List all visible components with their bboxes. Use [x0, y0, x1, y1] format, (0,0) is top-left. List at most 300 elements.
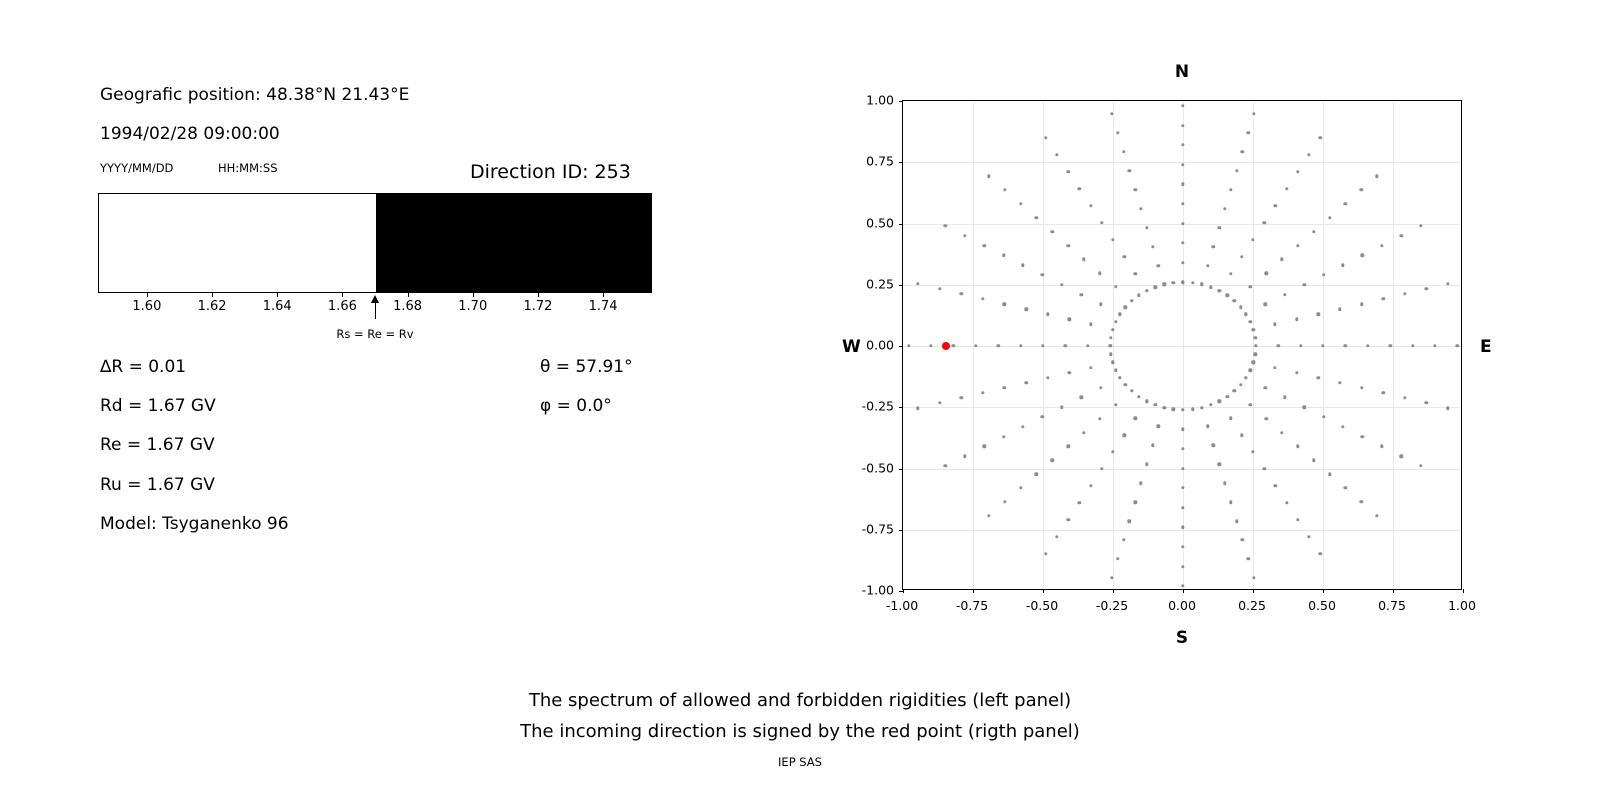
direction-point [1181, 408, 1184, 411]
direction-point [1296, 518, 1299, 521]
direction-point [1209, 403, 1212, 406]
direction-point [963, 455, 966, 458]
direction-point [1249, 285, 1252, 288]
direction-point [929, 344, 932, 347]
direction-point [1381, 297, 1384, 300]
direction-point [1303, 406, 1306, 409]
direction-point [1137, 294, 1140, 297]
direction-point [1239, 306, 1242, 309]
direction-point [1153, 403, 1156, 406]
y-axis-tick-label: -0.50 [861, 460, 894, 475]
direction-point [1361, 254, 1364, 257]
y-axis-tick-label: 1.00 [866, 92, 894, 108]
x-axis-tick [973, 589, 974, 593]
direction-point [1318, 136, 1321, 139]
direction-point [1366, 344, 1369, 347]
direction-point [944, 224, 947, 227]
direction-point [1130, 299, 1133, 302]
delta-r-value: ∆R = 0.01 [100, 357, 187, 377]
direction-point [1296, 244, 1299, 247]
direction-point [938, 287, 941, 290]
direction-point [1249, 320, 1252, 323]
direction-point [1380, 445, 1383, 448]
rs-arrow-stem [375, 301, 376, 319]
direction-point [916, 406, 919, 409]
y-axis-tick [899, 591, 903, 592]
spectrum-x-tick-label: 1.70 [458, 299, 488, 314]
compass-west-label: W [842, 337, 861, 357]
direction-point [1226, 294, 1229, 297]
direction-point [1108, 344, 1111, 347]
direction-point [1002, 254, 1005, 257]
gridline [903, 346, 1461, 347]
compass-north-label: N [1174, 62, 1190, 82]
direction-point [1137, 395, 1140, 398]
direction-point [1068, 371, 1071, 374]
direction-point [1044, 552, 1047, 555]
x-axis-tick [903, 589, 904, 593]
direction-point [1206, 264, 1209, 267]
spectrum-x-tick-label: 1.68 [393, 299, 423, 314]
direction-point [1299, 344, 1302, 347]
direction-point [1328, 216, 1331, 219]
direction-point [1200, 406, 1203, 409]
direction-point [1079, 396, 1082, 399]
direction-point [974, 344, 977, 347]
direction-point [1321, 344, 1324, 347]
direction-point [1099, 386, 1102, 389]
direction-point [1381, 391, 1384, 394]
y-axis-tick [899, 530, 903, 531]
direction-point [1361, 435, 1364, 438]
x-axis-tick-label: 0.75 [1378, 598, 1406, 613]
direction-point [1098, 417, 1101, 420]
geographic-position-text: Geografic position: 48.38°N 21.43°E [100, 85, 410, 105]
direction-point [1066, 244, 1069, 247]
direction-point [1411, 344, 1414, 347]
direction-point [1114, 369, 1117, 372]
direction-point [1086, 344, 1089, 347]
direction-point [1247, 131, 1250, 134]
direction-point [1134, 272, 1137, 275]
direction-point [1181, 281, 1184, 284]
direction-point [1285, 187, 1288, 190]
direction-point [1041, 344, 1044, 347]
direction-point [1252, 328, 1255, 331]
direction-point [1280, 431, 1283, 434]
direction-point [1375, 175, 1378, 178]
direction-point [1400, 455, 1403, 458]
direction-point [1344, 202, 1347, 205]
direction-point [1019, 344, 1022, 347]
direction-point [1212, 444, 1215, 447]
direction-point [1273, 323, 1276, 326]
direction-point [1003, 386, 1006, 389]
x-axis-tick-label: 0.00 [1168, 598, 1196, 613]
direction-point [1003, 500, 1006, 503]
direction-point [1066, 518, 1069, 521]
direction-point [1274, 484, 1277, 487]
direction-point [1344, 344, 1347, 347]
direction-point [907, 344, 910, 347]
direction-point [1264, 303, 1267, 306]
y-axis-tick-label: -1.00 [861, 582, 894, 598]
direction-point [1223, 207, 1226, 210]
direction-point [1133, 500, 1136, 503]
direction-point [1100, 467, 1103, 470]
direction-point [952, 344, 955, 347]
y-axis-tick [899, 407, 903, 408]
y-axis-tick-label: 0.00 [866, 337, 894, 353]
direction-point [1145, 399, 1148, 402]
direction-point [1229, 416, 1232, 419]
direction-point [1122, 150, 1125, 153]
direction-point [1456, 344, 1459, 347]
direction-point [1124, 383, 1127, 386]
direction-point [1044, 136, 1047, 139]
direction-point [1082, 258, 1085, 261]
y-axis-tick [899, 162, 903, 163]
direction-point [1089, 366, 1092, 369]
direction-point [960, 292, 963, 295]
x-axis-tick [1043, 589, 1044, 593]
direction-point [987, 514, 990, 517]
direction-point [1252, 361, 1255, 364]
direction-point [1060, 406, 1063, 409]
direction-point [1181, 124, 1184, 127]
datetime-text: 1994/02/28 09:00:00 [100, 124, 280, 144]
y-axis-tick [899, 346, 903, 347]
direction-point [1139, 482, 1142, 485]
compass-east-label: E [1480, 337, 1492, 357]
direction-point [960, 396, 963, 399]
direction-point [1145, 289, 1148, 292]
direction-point [1079, 293, 1082, 296]
direction-point [1098, 272, 1101, 275]
direction-point [1303, 283, 1306, 286]
direction-point [1318, 552, 1321, 555]
direction-point [1229, 188, 1232, 191]
direction-point [1419, 224, 1422, 227]
direction-point [1280, 258, 1283, 261]
rd-value: Rd = 1.67 GV [100, 396, 216, 416]
direction-point [1425, 287, 1428, 290]
gridline [903, 530, 1461, 531]
direction-point [1218, 399, 1221, 402]
y-axis-tick-label: 0.50 [866, 215, 894, 230]
direction-point [1181, 447, 1184, 450]
direction-point [1122, 255, 1125, 258]
x-axis-tick-label: 0.25 [1238, 598, 1266, 613]
direction-point [1024, 308, 1027, 311]
direction-point [1253, 353, 1256, 356]
spectrum-x-tick-label: 1.74 [588, 299, 618, 314]
direction-point [1240, 255, 1243, 258]
direction-point [1124, 306, 1127, 309]
direction-point [1181, 202, 1184, 205]
direction-point [1375, 514, 1378, 517]
direction-point [1133, 188, 1136, 191]
direction-point [1068, 318, 1071, 321]
direction-point [1433, 344, 1436, 347]
direction-point [1312, 459, 1315, 462]
compass-south-label: S [1175, 628, 1189, 648]
ru-value: Ru = 1.67 GV [100, 475, 215, 495]
direction-point [1145, 463, 1148, 466]
direction-point [1181, 222, 1184, 225]
rs-marker-label: Rs = Re = Rv [336, 327, 414, 341]
x-axis-tick [1323, 589, 1324, 593]
spectrum-x-tick-label: 1.60 [132, 299, 162, 314]
direction-point [1181, 467, 1184, 470]
direction-point [1078, 501, 1081, 504]
direction-point [1151, 245, 1154, 248]
direction-point [1089, 484, 1092, 487]
direction-point [1046, 376, 1049, 379]
direction-point [1322, 415, 1325, 418]
direction-point [1403, 396, 1406, 399]
direction-point [1317, 313, 1320, 316]
direction-point [1021, 263, 1024, 266]
direction-point [1344, 486, 1347, 489]
direction-point [1078, 187, 1081, 190]
spectrum-x-tick-label: 1.72 [523, 299, 553, 314]
direction-point [1262, 467, 1265, 470]
direction-point [1252, 576, 1255, 579]
direction-point [1157, 425, 1160, 428]
direction-point [1024, 381, 1027, 384]
direction-point [1322, 273, 1325, 276]
direction-point [1111, 238, 1114, 241]
model-value: Model: Tsyganenko 96 [100, 514, 289, 534]
direction-point [1122, 433, 1125, 436]
direction-point [1295, 371, 1298, 374]
direction-point [987, 175, 990, 178]
theta-value: θ = 57.91° [540, 357, 633, 377]
direction-point [1341, 263, 1344, 266]
x-axis-tick-label: -1.00 [885, 598, 919, 613]
direction-point [1360, 386, 1363, 389]
y-axis-tick-label: -0.75 [861, 521, 894, 537]
direction-point [1111, 450, 1114, 453]
re-value: Re = 1.67 GV [100, 435, 215, 455]
direction-point [1229, 500, 1232, 503]
direction-point [1181, 545, 1184, 548]
direction-point [1109, 353, 1112, 356]
direction-point [1312, 230, 1315, 233]
caption-line-1: The spectrum of allowed and forbidden rigidities (left panel) [528, 690, 1072, 711]
direction-point [1181, 261, 1184, 264]
sky-map-plot-area [902, 100, 1462, 590]
x-axis-tick-label: -0.25 [1095, 598, 1129, 613]
direction-point [1181, 506, 1184, 509]
spectrum-x-tick-label: 1.64 [262, 299, 292, 314]
y-axis-tick [899, 224, 903, 225]
allowed-rigidity-band [99, 194, 376, 292]
time-format-hint: HH:MM:SS [218, 161, 278, 175]
direction-point [1276, 344, 1279, 347]
credit-text: IEP SAS [778, 755, 822, 769]
direction-point [1295, 318, 1298, 321]
direction-point [1274, 204, 1277, 207]
direction-point [1066, 445, 1069, 448]
direction-point [1223, 482, 1226, 485]
x-axis-tick-label: 1.00 [1448, 598, 1476, 613]
gridline [1113, 101, 1114, 589]
direction-point [1341, 425, 1344, 428]
direction-point [1253, 336, 1256, 339]
direction-point [1046, 313, 1049, 316]
direction-point [1019, 202, 1022, 205]
y-axis-tick [899, 285, 903, 286]
direction-point [1116, 557, 1119, 560]
direction-point [1328, 472, 1331, 475]
direction-point [1446, 406, 1449, 409]
direction-point [1181, 104, 1184, 107]
direction-point [1151, 444, 1154, 447]
direction-point [1181, 143, 1184, 146]
caption-line-2: The incoming direction is signed by the red point (rigth panel) [520, 721, 1080, 742]
direction-point [1035, 472, 1038, 475]
direction-point [1218, 226, 1221, 229]
direction-point [1157, 264, 1160, 267]
direction-point [944, 464, 947, 467]
direction-point [1130, 389, 1133, 392]
y-axis-tick [899, 469, 903, 470]
caption [0, 685, 1600, 747]
direction-point [1116, 131, 1119, 134]
spectrum-x-tick-label: 1.62 [197, 299, 227, 314]
direction-point [1307, 153, 1310, 156]
x-axis-tick-label: -0.50 [1025, 598, 1059, 613]
x-axis-tick-label: -0.75 [955, 598, 989, 613]
direction-point [1338, 381, 1341, 384]
direction-point [1162, 406, 1165, 409]
direction-point [1181, 183, 1184, 186]
direction-point [1403, 292, 1406, 295]
direction-point [1114, 285, 1117, 288]
direction-point [1118, 312, 1121, 315]
direction-point [1172, 407, 1175, 410]
direction-point [1139, 207, 1142, 210]
x-axis-tick [1253, 589, 1254, 593]
direction-point [1235, 169, 1238, 172]
date-format-hint: YYYY/MM/DD [100, 161, 174, 175]
y-axis-tick-label: 0.75 [866, 153, 894, 169]
direction-point [1359, 500, 1362, 503]
direction-point [1360, 302, 1363, 305]
direction-point [1181, 486, 1184, 489]
direction-point [1235, 519, 1238, 522]
direction-point [1226, 395, 1229, 398]
direction-point [1109, 336, 1112, 339]
direction-point [1425, 401, 1428, 404]
direction-point [1251, 450, 1254, 453]
direction-point [1153, 285, 1156, 288]
direction-point [1218, 463, 1221, 466]
direction-point [1122, 538, 1125, 541]
direction-point [1264, 386, 1267, 389]
direction-point [938, 401, 941, 404]
direction-point [996, 344, 999, 347]
direction-point [1249, 403, 1252, 406]
direction-point [1181, 526, 1184, 529]
direction-point [1181, 428, 1184, 431]
direction-point [1051, 459, 1054, 462]
forbidden-rigidity-band [376, 194, 652, 292]
direction-point [1134, 416, 1137, 419]
direction-point [1273, 366, 1276, 369]
direction-point [1296, 445, 1299, 448]
direction-point [1114, 320, 1117, 323]
direction-point [1317, 376, 1320, 379]
direction-point [1209, 285, 1212, 288]
direction-point [1249, 369, 1252, 372]
direction-point [1066, 170, 1069, 173]
direction-point [1244, 376, 1247, 379]
direction-point [1082, 431, 1085, 434]
direction-point [1359, 188, 1362, 191]
direction-point [1019, 486, 1022, 489]
direction-point [1285, 501, 1288, 504]
direction-point [1181, 241, 1184, 244]
direction-point [1003, 302, 1006, 305]
direction-point [982, 445, 985, 448]
gridline [1183, 101, 1184, 589]
rigidity-spectrum-bar [98, 193, 652, 293]
direction-point [1283, 396, 1286, 399]
direction-point [1239, 383, 1242, 386]
direction-point [1400, 234, 1403, 237]
direction-point [1296, 170, 1299, 173]
x-axis-tick [1393, 589, 1394, 593]
direction-point [1229, 272, 1232, 275]
direction-id-text: Direction ID: 253 [470, 161, 631, 183]
direction-point [1145, 226, 1148, 229]
direction-point [1283, 293, 1286, 296]
direction-point [1060, 283, 1063, 286]
direction-point [981, 391, 984, 394]
y-axis-tick [899, 101, 903, 102]
direction-point [1212, 245, 1215, 248]
direction-point [1089, 323, 1092, 326]
direction-sky-map-panel [820, 40, 1560, 660]
direction-point [982, 244, 985, 247]
x-axis-tick [1463, 589, 1464, 593]
gridline [903, 285, 1461, 286]
rs-marker [98, 293, 652, 343]
direction-point [1181, 565, 1184, 568]
direction-point [1089, 204, 1092, 207]
y-axis-tick-label: 0.25 [866, 276, 894, 292]
spectrum-x-tick-label: 1.66 [327, 299, 357, 314]
direction-point [1241, 538, 1244, 541]
direction-point [1254, 344, 1257, 347]
x-axis-tick [1183, 589, 1184, 593]
direction-point [1241, 150, 1244, 153]
direction-point [1128, 519, 1131, 522]
phi-value: φ = 0.0° [540, 396, 612, 416]
direction-point [1181, 163, 1184, 166]
direction-point [1264, 417, 1267, 420]
direction-point [1055, 535, 1058, 538]
x-axis-tick [1113, 589, 1114, 593]
direction-point [981, 297, 984, 300]
direction-point [1181, 584, 1184, 587]
rigidity-spectrum-panel [0, 0, 760, 660]
direction-point [1388, 344, 1391, 347]
direction-point [1064, 344, 1067, 347]
